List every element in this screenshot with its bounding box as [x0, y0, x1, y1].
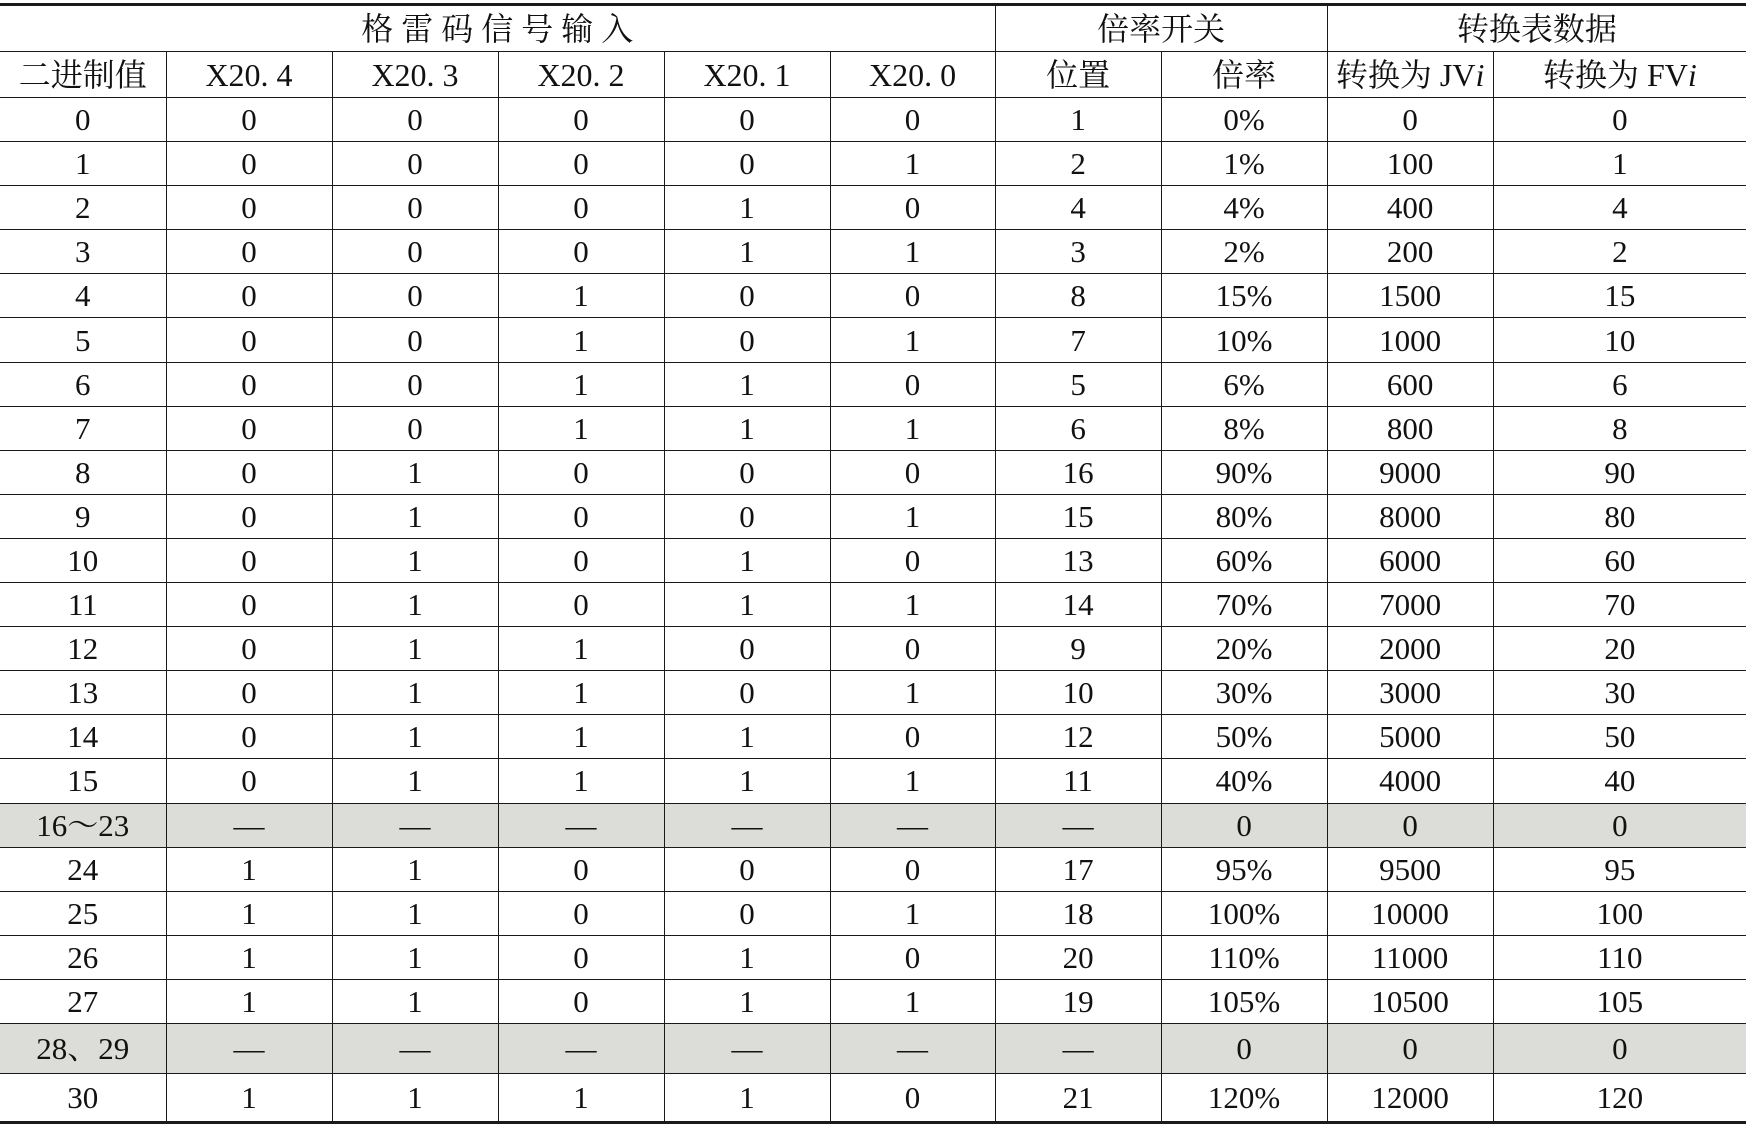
- cell-jvi-value: 10000: [1327, 891, 1493, 935]
- table-row: [0, 142, 1746, 186]
- cell-x20-1: 1: [664, 759, 830, 803]
- table-row: [0, 759, 1746, 803]
- cell-binary-value: 2: [0, 186, 166, 230]
- cell-fvi-value: 30: [1493, 671, 1746, 715]
- cell-x20-2: 0: [498, 847, 664, 891]
- cell-x20-3: 0: [332, 274, 498, 318]
- cell-x20-4: 0: [166, 142, 332, 186]
- table-row: [0, 671, 1746, 715]
- cell-override-ratio: 50%: [1161, 715, 1327, 759]
- table-row: [0, 318, 1746, 362]
- cell-switch-position: 21: [995, 1073, 1161, 1122]
- cell-fvi-value: 15: [1493, 274, 1746, 318]
- cell-x20-2: 0: [498, 979, 664, 1023]
- cell-x20-4: 0: [166, 759, 332, 803]
- cell-jvi-value: 5000: [1327, 715, 1493, 759]
- cell-override-ratio: 120%: [1161, 1073, 1327, 1122]
- cell-override-ratio: 8%: [1161, 406, 1327, 450]
- cell-fvi-value: 120: [1493, 1073, 1746, 1122]
- cell-override-ratio: 6%: [1161, 362, 1327, 406]
- cell-x20-2: —: [498, 1023, 664, 1073]
- cell-switch-position: 7: [995, 318, 1161, 362]
- table-row: [0, 891, 1746, 935]
- cell-x20-0: —: [830, 1023, 995, 1073]
- cell-x20-0: 0: [830, 274, 995, 318]
- cell-x20-4: 0: [166, 186, 332, 230]
- cell-switch-position: 19: [995, 979, 1161, 1023]
- cell-fvi-value: 40: [1493, 759, 1746, 803]
- cell-override-ratio: 100%: [1161, 891, 1327, 935]
- cell-fvi-value: 20: [1493, 627, 1746, 671]
- cell-x20-1: 1: [664, 538, 830, 582]
- table-row: [0, 406, 1746, 450]
- cell-binary-value: 13: [0, 671, 166, 715]
- cell-switch-position: 16: [995, 450, 1161, 494]
- cell-override-ratio: 80%: [1161, 494, 1327, 538]
- cell-override-ratio: 0: [1161, 803, 1327, 847]
- cell-x20-4: 0: [166, 450, 332, 494]
- cell-x20-2: 0: [498, 935, 664, 979]
- cell-fvi-value: 6: [1493, 362, 1746, 406]
- cell-x20-0: —: [830, 803, 995, 847]
- cell-jvi-value: 2000: [1327, 627, 1493, 671]
- cell-x20-3: —: [332, 803, 498, 847]
- cell-override-ratio: 110%: [1161, 935, 1327, 979]
- col-header-fvi: [1493, 52, 1746, 98]
- table-row: [0, 847, 1746, 891]
- table-row: [0, 494, 1746, 538]
- cell-switch-position: 11: [995, 759, 1161, 803]
- cell-x20-1: —: [664, 803, 830, 847]
- cell-jvi-value: 10500: [1327, 979, 1493, 1023]
- cell-x20-0: 0: [830, 627, 995, 671]
- cell-jvi-value: 4000: [1327, 759, 1493, 803]
- cell-x20-0: 0: [830, 362, 995, 406]
- cell-x20-4: 1: [166, 847, 332, 891]
- cell-jvi-value: 800: [1327, 406, 1493, 450]
- cell-switch-position: 1: [995, 98, 1161, 142]
- cell-x20-2: 0: [498, 891, 664, 935]
- table-row-shaded: [0, 1023, 1746, 1073]
- cell-x20-2: 0: [498, 538, 664, 582]
- cell-x20-2: 1: [498, 406, 664, 450]
- cell-binary-value: 3: [0, 230, 166, 274]
- cell-jvi-value: 6000: [1327, 538, 1493, 582]
- cell-x20-2: 1: [498, 1073, 664, 1122]
- cell-binary-value: 28、29: [0, 1023, 166, 1073]
- cell-jvi-value: 7000: [1327, 583, 1493, 627]
- cell-binary-value: 9: [0, 494, 166, 538]
- cell-fvi-value: 10: [1493, 318, 1746, 362]
- cell-override-ratio: 70%: [1161, 583, 1327, 627]
- cell-binary-value: 15: [0, 759, 166, 803]
- cell-x20-4: 0: [166, 230, 332, 274]
- table-row: [0, 230, 1746, 274]
- cell-switch-position: 17: [995, 847, 1161, 891]
- cell-x20-4: 0: [166, 715, 332, 759]
- cell-override-ratio: 30%: [1161, 671, 1327, 715]
- cell-x20-3: 1: [332, 494, 498, 538]
- cell-x20-3: 1: [332, 671, 498, 715]
- col-header-jvi-text: 转换为 JV: [1335, 56, 1476, 93]
- cell-x20-4: —: [166, 803, 332, 847]
- cell-x20-1: 1: [664, 979, 830, 1023]
- cell-jvi-value: 1500: [1327, 274, 1493, 318]
- cell-x20-3: 0: [332, 230, 498, 274]
- table-row: [0, 450, 1746, 494]
- cell-binary-value: 10: [0, 538, 166, 582]
- cell-jvi-value: 1000: [1327, 318, 1493, 362]
- cell-jvi-value: 12000: [1327, 1073, 1493, 1122]
- cell-x20-1: 1: [664, 362, 830, 406]
- table-row: [0, 186, 1746, 230]
- cell-switch-position: 6: [995, 406, 1161, 450]
- cell-binary-value: 24: [0, 847, 166, 891]
- cell-x20-3: 1: [332, 935, 498, 979]
- cell-x20-3: 1: [332, 891, 498, 935]
- cell-x20-1: 1: [664, 583, 830, 627]
- cell-jvi-value: 9000: [1327, 450, 1493, 494]
- cell-x20-2: 1: [498, 715, 664, 759]
- cell-x20-1: 1: [664, 715, 830, 759]
- cell-x20-1: 0: [664, 98, 830, 142]
- cell-x20-4: 0: [166, 494, 332, 538]
- cell-binary-value: 16～23: [0, 803, 166, 847]
- cell-x20-0: 1: [830, 494, 995, 538]
- cell-switch-position: 8: [995, 274, 1161, 318]
- cell-x20-2: —: [498, 803, 664, 847]
- col-header-jvi-index-variable: i: [1475, 56, 1485, 93]
- cell-switch-position: —: [995, 1023, 1161, 1073]
- cell-x20-3: 0: [332, 186, 498, 230]
- cell-override-ratio: 1%: [1161, 142, 1327, 186]
- cell-fvi-value: 1: [1493, 142, 1746, 186]
- col-header-x20-3: X20. 3: [332, 52, 498, 98]
- col-header-x20-0: X20. 0: [830, 52, 995, 98]
- cell-switch-position: 20: [995, 935, 1161, 979]
- col-header-fvi-index-variable: i: [1687, 56, 1697, 93]
- col-header-binary-value: 二进制值: [0, 52, 166, 98]
- cell-x20-0: 1: [830, 318, 995, 362]
- cell-x20-2: 0: [498, 98, 664, 142]
- cell-x20-1: 0: [664, 318, 830, 362]
- cell-x20-4: 1: [166, 891, 332, 935]
- cell-x20-3: 1: [332, 583, 498, 627]
- cell-fvi-value: 110: [1493, 935, 1746, 979]
- cell-switch-position: 3: [995, 230, 1161, 274]
- table-body: [0, 98, 1746, 1123]
- cell-x20-1: 0: [664, 494, 830, 538]
- cell-x20-3: 1: [332, 715, 498, 759]
- cell-x20-3: 1: [332, 759, 498, 803]
- cell-override-ratio: 10%: [1161, 318, 1327, 362]
- cell-x20-3: —: [332, 1023, 498, 1073]
- cell-x20-1: 0: [664, 450, 830, 494]
- cell-x20-2: 0: [498, 186, 664, 230]
- cell-x20-4: 0: [166, 406, 332, 450]
- cell-fvi-value: 95: [1493, 847, 1746, 891]
- cell-jvi-value: 0: [1327, 98, 1493, 142]
- gray-code-conversion-table: [0, 3, 1746, 1124]
- cell-fvi-value: 70: [1493, 583, 1746, 627]
- cell-x20-4: 0: [166, 671, 332, 715]
- cell-x20-3: 1: [332, 627, 498, 671]
- cell-x20-1: 1: [664, 186, 830, 230]
- table-row: [0, 627, 1746, 671]
- table-row: [0, 583, 1746, 627]
- cell-x20-2: 1: [498, 671, 664, 715]
- col-header-fvi-text: 转换为 FV: [1542, 56, 1688, 93]
- cell-fvi-value: 0: [1493, 803, 1746, 847]
- cell-x20-3: 0: [332, 142, 498, 186]
- cell-x20-0: 1: [830, 759, 995, 803]
- group-header-gray-code-input: 格 雷 码 信 号 输 入: [0, 5, 995, 52]
- cell-jvi-value: 100: [1327, 142, 1493, 186]
- cell-x20-2: 1: [498, 274, 664, 318]
- cell-x20-3: 1: [332, 847, 498, 891]
- cell-x20-1: 1: [664, 230, 830, 274]
- cell-x20-3: 0: [332, 406, 498, 450]
- cell-x20-3: 1: [332, 1073, 498, 1122]
- cell-switch-position: 15: [995, 494, 1161, 538]
- cell-x20-4: 0: [166, 98, 332, 142]
- cell-x20-4: 0: [166, 538, 332, 582]
- cell-override-ratio: 90%: [1161, 450, 1327, 494]
- cell-fvi-value: 60: [1493, 538, 1746, 582]
- cell-binary-value: 27: [0, 979, 166, 1023]
- cell-override-ratio: 2%: [1161, 230, 1327, 274]
- cell-binary-value: 4: [0, 274, 166, 318]
- cell-binary-value: 8: [0, 450, 166, 494]
- cell-jvi-value: 400: [1327, 186, 1493, 230]
- cell-x20-3: 0: [332, 362, 498, 406]
- cell-override-ratio: 0%: [1161, 98, 1327, 142]
- cell-x20-4: 1: [166, 935, 332, 979]
- cell-x20-3: 0: [332, 318, 498, 362]
- table-row: [0, 979, 1746, 1023]
- cell-x20-4: 0: [166, 318, 332, 362]
- cell-binary-value: 25: [0, 891, 166, 935]
- cell-fvi-value: 4: [1493, 186, 1746, 230]
- col-header-switch-position: 位置: [995, 52, 1161, 98]
- cell-x20-0: 0: [830, 98, 995, 142]
- cell-x20-1: 0: [664, 274, 830, 318]
- table-row: [0, 935, 1746, 979]
- cell-fvi-value: 0: [1493, 1023, 1746, 1073]
- cell-x20-0: 1: [830, 671, 995, 715]
- table-row-shaded: [0, 803, 1746, 847]
- cell-jvi-value: 11000: [1327, 935, 1493, 979]
- cell-switch-position: 13: [995, 538, 1161, 582]
- cell-x20-0: 0: [830, 538, 995, 582]
- cell-switch-position: 10: [995, 671, 1161, 715]
- cell-x20-2: 0: [498, 450, 664, 494]
- cell-x20-0: 0: [830, 450, 995, 494]
- cell-x20-4: 1: [166, 1073, 332, 1122]
- table-header: [0, 5, 1746, 98]
- cell-binary-value: 30: [0, 1073, 166, 1122]
- cell-x20-0: 0: [830, 847, 995, 891]
- cell-x20-0: 1: [830, 142, 995, 186]
- cell-switch-position: 14: [995, 583, 1161, 627]
- table-row: [0, 98, 1746, 142]
- cell-binary-value: 7: [0, 406, 166, 450]
- table-row: [0, 274, 1746, 318]
- cell-fvi-value: 100: [1493, 891, 1746, 935]
- cell-override-ratio: 20%: [1161, 627, 1327, 671]
- cell-jvi-value: 600: [1327, 362, 1493, 406]
- group-header-conversion-table-data: 转换表数据: [1327, 5, 1746, 52]
- cell-binary-value: 26: [0, 935, 166, 979]
- cell-jvi-value: 0: [1327, 1023, 1493, 1073]
- cell-fvi-value: 0: [1493, 98, 1746, 142]
- cell-fvi-value: 90: [1493, 450, 1746, 494]
- col-header-x20-4: X20. 4: [166, 52, 332, 98]
- cell-jvi-value: 3000: [1327, 671, 1493, 715]
- table-row: [0, 538, 1746, 582]
- cell-override-ratio: 4%: [1161, 186, 1327, 230]
- cell-binary-value: 12: [0, 627, 166, 671]
- cell-x20-1: 0: [664, 627, 830, 671]
- cell-switch-position: 4: [995, 186, 1161, 230]
- cell-binary-value: 11: [0, 583, 166, 627]
- cell-binary-value: 0: [0, 98, 166, 142]
- col-header-override-ratio: 倍率: [1161, 52, 1327, 98]
- cell-x20-0: 0: [830, 1073, 995, 1122]
- cell-x20-3: 1: [332, 979, 498, 1023]
- table-row: [0, 1073, 1746, 1122]
- cell-x20-2: 0: [498, 583, 664, 627]
- cell-x20-3: 1: [332, 538, 498, 582]
- cell-fvi-value: 80: [1493, 494, 1746, 538]
- cell-binary-value: 1: [0, 142, 166, 186]
- group-header-override-switch: 倍率开关: [995, 5, 1327, 52]
- cell-x20-2: 1: [498, 627, 664, 671]
- cell-x20-2: 1: [498, 362, 664, 406]
- cell-x20-0: 1: [830, 230, 995, 274]
- cell-x20-3: 0: [332, 98, 498, 142]
- cell-x20-2: 1: [498, 759, 664, 803]
- cell-x20-2: 1: [498, 318, 664, 362]
- cell-x20-2: 0: [498, 142, 664, 186]
- cell-x20-1: 1: [664, 406, 830, 450]
- cell-x20-4: 0: [166, 362, 332, 406]
- cell-binary-value: 5: [0, 318, 166, 362]
- cell-x20-4: 0: [166, 627, 332, 671]
- cell-x20-0: 0: [830, 715, 995, 759]
- cell-x20-2: 0: [498, 230, 664, 274]
- cell-x20-1: 0: [664, 891, 830, 935]
- cell-x20-1: —: [664, 1023, 830, 1073]
- cell-switch-position: 2: [995, 142, 1161, 186]
- cell-switch-position: 5: [995, 362, 1161, 406]
- cell-x20-1: 1: [664, 1073, 830, 1122]
- cell-jvi-value: 200: [1327, 230, 1493, 274]
- cell-override-ratio: 15%: [1161, 274, 1327, 318]
- col-header-x20-1: X20. 1: [664, 52, 830, 98]
- cell-jvi-value: 9500: [1327, 847, 1493, 891]
- cell-fvi-value: 8: [1493, 406, 1746, 450]
- cell-x20-1: 0: [664, 142, 830, 186]
- cell-x20-1: 0: [664, 847, 830, 891]
- col-header-x20-2: X20. 2: [498, 52, 664, 98]
- cell-switch-position: 18: [995, 891, 1161, 935]
- cell-x20-4: —: [166, 1023, 332, 1073]
- cell-x20-2: 0: [498, 494, 664, 538]
- cell-override-ratio: 105%: [1161, 979, 1327, 1023]
- cell-fvi-value: 105: [1493, 979, 1746, 1023]
- table-row: [0, 362, 1746, 406]
- cell-override-ratio: 0: [1161, 1023, 1327, 1073]
- cell-switch-position: —: [995, 803, 1161, 847]
- cell-binary-value: 14: [0, 715, 166, 759]
- cell-x20-0: 1: [830, 891, 995, 935]
- cell-x20-4: 0: [166, 583, 332, 627]
- cell-override-ratio: 95%: [1161, 847, 1327, 891]
- col-header-jvi: [1327, 52, 1493, 98]
- cell-x20-4: 0: [166, 274, 332, 318]
- cell-x20-3: 1: [332, 450, 498, 494]
- cell-x20-1: 1: [664, 935, 830, 979]
- column-header-row: [0, 52, 1746, 98]
- cell-switch-position: 12: [995, 715, 1161, 759]
- cell-fvi-value: 50: [1493, 715, 1746, 759]
- cell-x20-0: 1: [830, 583, 995, 627]
- cell-x20-0: 1: [830, 979, 995, 1023]
- cell-x20-0: 1: [830, 406, 995, 450]
- cell-x20-1: 0: [664, 671, 830, 715]
- cell-fvi-value: 2: [1493, 230, 1746, 274]
- cell-jvi-value: 0: [1327, 803, 1493, 847]
- table-row: [0, 715, 1746, 759]
- cell-x20-0: 0: [830, 186, 995, 230]
- cell-x20-0: 0: [830, 935, 995, 979]
- cell-override-ratio: 40%: [1161, 759, 1327, 803]
- cell-binary-value: 6: [0, 362, 166, 406]
- cell-switch-position: 9: [995, 627, 1161, 671]
- group-header-row: [0, 5, 1746, 52]
- cell-override-ratio: 60%: [1161, 538, 1327, 582]
- cell-jvi-value: 8000: [1327, 494, 1493, 538]
- cell-x20-4: 1: [166, 979, 332, 1023]
